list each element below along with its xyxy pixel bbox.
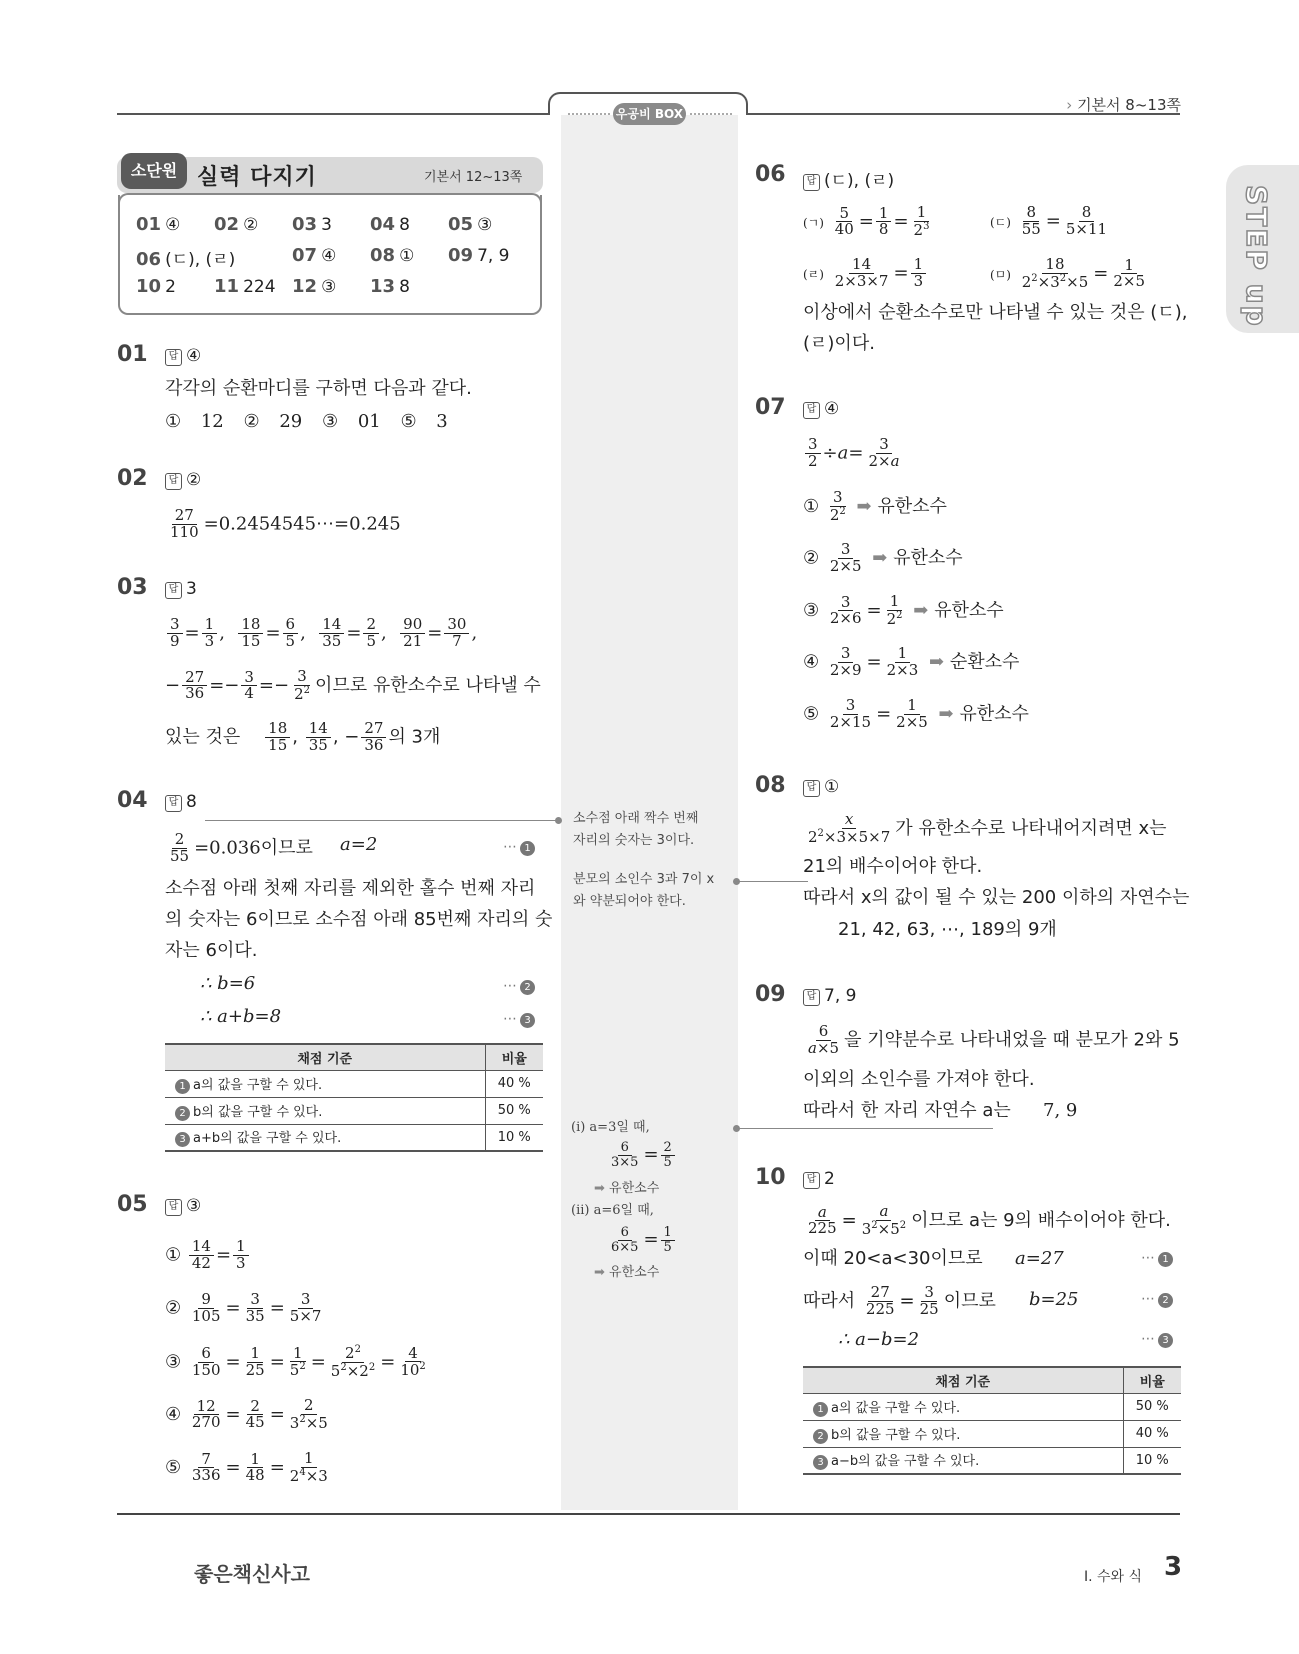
scoring-table <box>165 1043 543 1152</box>
scoring-table <box>803 1366 1181 1475</box>
step-marker: ⋯ 3 <box>503 1011 535 1028</box>
solution-equation: $\frac{3}{9}$ = $\frac{1}{3}$ , $\frac{18}{15}$ = $\frac{6}{5}$ , $\frac{14}{35}$ = $\frac{2}{5}$ , $\frac{90}{21}$ = $\frac{30}{7}$ , <box>165 617 477 650</box>
solution-text: 이외의 소인수를 가져야 한다. <box>803 1069 1035 1090</box>
solution-equation: 따라서 $\frac{27}{225}$ = $\frac{3}{25}$ 이므로 <box>803 1283 996 1318</box>
arrow-right-icon: ➡ <box>594 1181 605 1196</box>
summary-answer: 10 2 <box>136 276 176 297</box>
answer-icon: 답 <box>165 582 182 599</box>
page-ref-text: 기본서 8~13쪽 <box>1077 96 1181 114</box>
solution-equation: ⑤ $\frac{7}{336}$ = $\frac{1}{48}$ = $\frac{1}{2^4\times 3}$ <box>165 1449 328 1485</box>
solution-equation: (ㄷ) $\frac{8}{55}$ = $\frac{8}{5\times 11}$ <box>990 203 1108 238</box>
problem-number: 04 <box>117 788 148 813</box>
summary-answer: 04 8 <box>370 214 410 235</box>
answer-line: 답 (ㄷ), (ㄹ) <box>803 166 894 191</box>
side-note: ➡ 유한소수 <box>594 1181 660 1196</box>
solution-text: 이상에서 순환소수로만 나타낼 수 있는 것은 (ㄷ), <box>803 302 1188 323</box>
solution-equation: ④ $\frac{3}{2\times 9}$ = $\frac{1}{2\times 3}$ ➡ 순환소수 <box>803 644 1020 679</box>
leader-line <box>738 1128 993 1129</box>
side-equation: $\frac{6}{3\times 5}$ = $\frac{2}{5}$ <box>606 1141 677 1169</box>
answer-icon: 답 <box>165 1199 182 1216</box>
table-row: 3 a+b의 값을 구할 수 있다. 10 % <box>165 1124 543 1151</box>
page-reference <box>1066 94 1181 115</box>
solution-text: 의 숫자는 6이므로 소수점 아래 85번째 자리의 숫 <box>165 909 553 930</box>
solution-text: $\frac{6}{a\times 5}$ 을 기약분수로 나타내었을 때 분모가 2와 5 <box>808 1022 1180 1057</box>
solution-equation: ① $\frac{3}{2^2}$ ➡ 유한소수 <box>803 488 947 524</box>
side-case: (i) a=3일 때, <box>571 1120 650 1135</box>
step-marker: ⋯ 3 <box>1141 1331 1173 1348</box>
summary-answer: 01 ④ <box>136 214 181 235</box>
summary-badge: 소단원 <box>121 153 187 189</box>
problem-number: 10 <box>755 1165 786 1190</box>
summary-title: 실력 다지기 <box>197 165 317 190</box>
step-marker: ⋯ 1 <box>503 839 535 856</box>
table-header: 비율 <box>485 1044 543 1070</box>
side-case: (ii) a=6일 때, <box>571 1203 654 1218</box>
arrow-right-icon: ➡ <box>594 1265 605 1280</box>
solution-equation: (ㄹ) $\frac{14}{2\times 3\times 7}$ = $\frac{1}{3}$ <box>803 257 928 290</box>
page-number: 3 <box>1164 1552 1183 1582</box>
answer-icon: 답 <box>803 989 820 1006</box>
problem-number: 01 <box>117 342 148 367</box>
solution-text: 따라서 한 자리 자연수 a는 <box>803 1100 1011 1121</box>
answer-line: 답 2 <box>803 1169 835 1189</box>
table-header: 비율 <box>1123 1367 1181 1393</box>
footer-rule <box>117 1513 1180 1515</box>
table-row: 1 a의 값을 구할 수 있다. 40 % <box>165 1070 543 1097</box>
leader-line <box>205 820 558 821</box>
solution-equation: ③ $\frac{3}{2\times 6}$ = $\frac{1}{2^2}$ ➡ 유한소수 <box>803 592 1004 628</box>
summary-answer: 12 ③ <box>292 276 337 297</box>
dotted-rule <box>690 113 732 115</box>
summary-answer: 07 ④ <box>292 245 337 266</box>
summary-answer: 03 3 <box>292 214 332 235</box>
solution-text: 21의 배수이어야 한다. <box>803 856 983 877</box>
solution-equation: (ㅁ) $\frac{18}{2^2\times 3^2\times 5}$ = $\frac{1}{2\times 5}$ <box>990 255 1145 291</box>
answer-line: 답 ② <box>165 470 201 490</box>
solution-text: 21, 42, 63, ⋯, 189의 9개 <box>838 919 1057 940</box>
answer-icon: 답 <box>165 795 182 812</box>
summary-answer: 02 ② <box>214 214 259 235</box>
answer-icon: 답 <box>165 473 182 490</box>
leader-dot <box>555 817 562 824</box>
problem-number: 07 <box>755 395 786 420</box>
solution-text: 각각의 순환마디를 구하면 다음과 같다. <box>165 378 472 399</box>
answer-line: 답 7, 9 <box>803 986 856 1006</box>
answer-icon: 답 <box>803 1172 820 1189</box>
table-row: 2 b의 값을 구할 수 있다. 50 % <box>165 1097 543 1124</box>
solution-equation: ③ $\frac{6}{150}$ = $\frac{1}{25}$ = $\frac{1}{5^2}$ = $\frac{2^2}{5^2\times 2^2}$ = $\frac{4}{10^2}$ <box>165 1343 426 1380</box>
answer-line: 답 ③ <box>165 1196 201 1216</box>
summary-answer: 08 ① <box>370 245 415 266</box>
answer-icon: 답 <box>803 402 820 419</box>
solution-equation: $\frac{27}{110}$ =0.2454545⋯=0.245 <box>170 506 401 541</box>
solution-text: 자는 6이다. <box>165 940 258 961</box>
solution-equation: ② $\frac{3}{2\times 5}$ ➡ 유한소수 <box>803 540 963 575</box>
answer-icon: 답 <box>803 174 820 191</box>
solution-equation: $\frac{3}{2}$ ÷a= $\frac{3}{2\times a}$ <box>803 437 905 470</box>
step-marker: ⋯ 2 <box>503 978 535 995</box>
chevron-right-icon: › <box>1066 96 1073 114</box>
solution-equation: ④ $\frac{12}{270}$ = $\frac{2}{45}$ = $\frac{2}{3^2\times 5}$ <box>165 1396 328 1432</box>
answer-line: 답 3 <box>165 579 197 599</box>
summary-answer: 13 8 <box>370 276 410 297</box>
problem-number: 03 <box>117 575 148 600</box>
answer-icon: 답 <box>165 349 182 366</box>
table-header: 채점 기준 <box>165 1044 485 1070</box>
solution-text: (ㄹ)이다. <box>803 333 875 354</box>
box-label: 우공비 BOX <box>613 103 686 125</box>
problem-number: 02 <box>117 466 148 491</box>
side-equation: $\frac{6}{6\times 5}$ = $\frac{1}{5}$ <box>606 1226 677 1254</box>
b-value: b=25 <box>1029 1289 1079 1310</box>
summary-answer: 06 (ㄷ), (ㄹ) <box>136 249 236 270</box>
solution-text: 이때 20<a<30이므로 <box>803 1248 983 1269</box>
dotted-rule <box>568 113 610 115</box>
diff-value: ∴ a−b=2 <box>838 1329 920 1350</box>
solution-equation: ① $\frac{14}{42}$ = $\frac{1}{3}$ <box>165 1239 251 1272</box>
side-note: 분모의 소인수 3과 7이 x 와 약분되어야 한다. <box>573 872 715 909</box>
solution-equation: ② $\frac{9}{105}$ = $\frac{3}{35}$ = $\frac{3}{5\times 7}$ <box>165 1290 322 1325</box>
side-note: ➡ 유한소수 <box>594 1265 660 1280</box>
problem-number: 08 <box>755 773 786 798</box>
solution-text: 소수점 아래 첫째 자리를 제외한 홀수 번째 자리 <box>165 878 536 899</box>
a-value: a=27 <box>1015 1248 1064 1269</box>
problem-number: 05 <box>117 1192 148 1217</box>
chapter-label: I. 수와 식 <box>1084 1569 1143 1585</box>
solution-equation: $\frac{2}{55}$ =0.036이므로 <box>170 830 313 865</box>
solution-equation: − $\frac{27}{36}$ =− $\frac{3}{4}$ =− $\frac{3}{2^2}$ 이므로 유한소수로 나타낼 수 <box>165 667 541 703</box>
b-value: ∴ b=6 <box>200 973 256 994</box>
solution-equation: $\frac{a}{225}$ = $\frac{a}{3^2\times 5^2}$ 이므로 a는 9의 배수이어야 한다. <box>808 1202 1171 1238</box>
problem-number: 06 <box>755 162 786 187</box>
solution-text: 따라서 x의 값이 될 수 있는 200 이하의 자연수는 <box>803 887 1190 908</box>
publisher-logo: 좋은책신사고 <box>194 1562 310 1586</box>
solution-value: 7, 9 <box>1043 1100 1078 1121</box>
solution-text: 있는 것은 $\frac{18}{15}$ , $\frac{14}{35}$ , − $\frac{27}{36}$ 의 3개 <box>165 719 441 754</box>
solution-text: ① 12 ② 29 ③ 01 ⑤ 3 <box>165 411 448 432</box>
table-header: 채점 기준 <box>803 1367 1123 1393</box>
summary-ref: 기본서 12~13쪽 <box>424 170 523 185</box>
summary-answer: 11 224 <box>214 276 276 297</box>
summary-answer: 09 7, 9 <box>448 245 510 266</box>
side-note: 소수점 아래 짝수 번째 자리의 숫자는 3이다. <box>573 811 699 848</box>
a-value: a=2 <box>340 834 378 855</box>
answer-line: 답 ④ <box>165 346 201 366</box>
answer-line: 답 ① <box>803 777 839 797</box>
table-row: 3 a−b의 값을 구할 수 있다. 10 % <box>803 1447 1181 1474</box>
answer-icon: 답 <box>803 780 820 797</box>
table-row: 1 a의 값을 구할 수 있다. 50 % <box>803 1393 1181 1420</box>
solution-equation: ⑤ $\frac{3}{2\times 15}$ = $\frac{1}{2\times 5}$ ➡ 유한소수 <box>803 696 1029 731</box>
table-row: 2 b의 값을 구할 수 있다. 40 % <box>803 1420 1181 1447</box>
solution-equation: (ㄱ) $\frac{5}{40}$ = $\frac{1}{8}$ = $\frac{1}{2^3}$ <box>803 203 930 239</box>
step-marker: ⋯ 1 <box>1141 1250 1173 1267</box>
problem-number: 09 <box>755 982 786 1007</box>
step-label: STEP up <box>1240 185 1273 328</box>
leader-line <box>738 881 808 882</box>
solution-text: $\frac{x}{2^2\times 3\times 5\times 7}$ 가 유한소수로 나타내어지려면 x는 <box>808 810 1167 846</box>
step-marker: ⋯ 2 <box>1141 1291 1173 1308</box>
answer-line: 답 ④ <box>803 399 839 419</box>
sum-value: ∴ a+b=8 <box>200 1006 282 1027</box>
summary-answer: 05 ③ <box>448 214 493 235</box>
answer-line: 답 8 <box>165 792 197 812</box>
